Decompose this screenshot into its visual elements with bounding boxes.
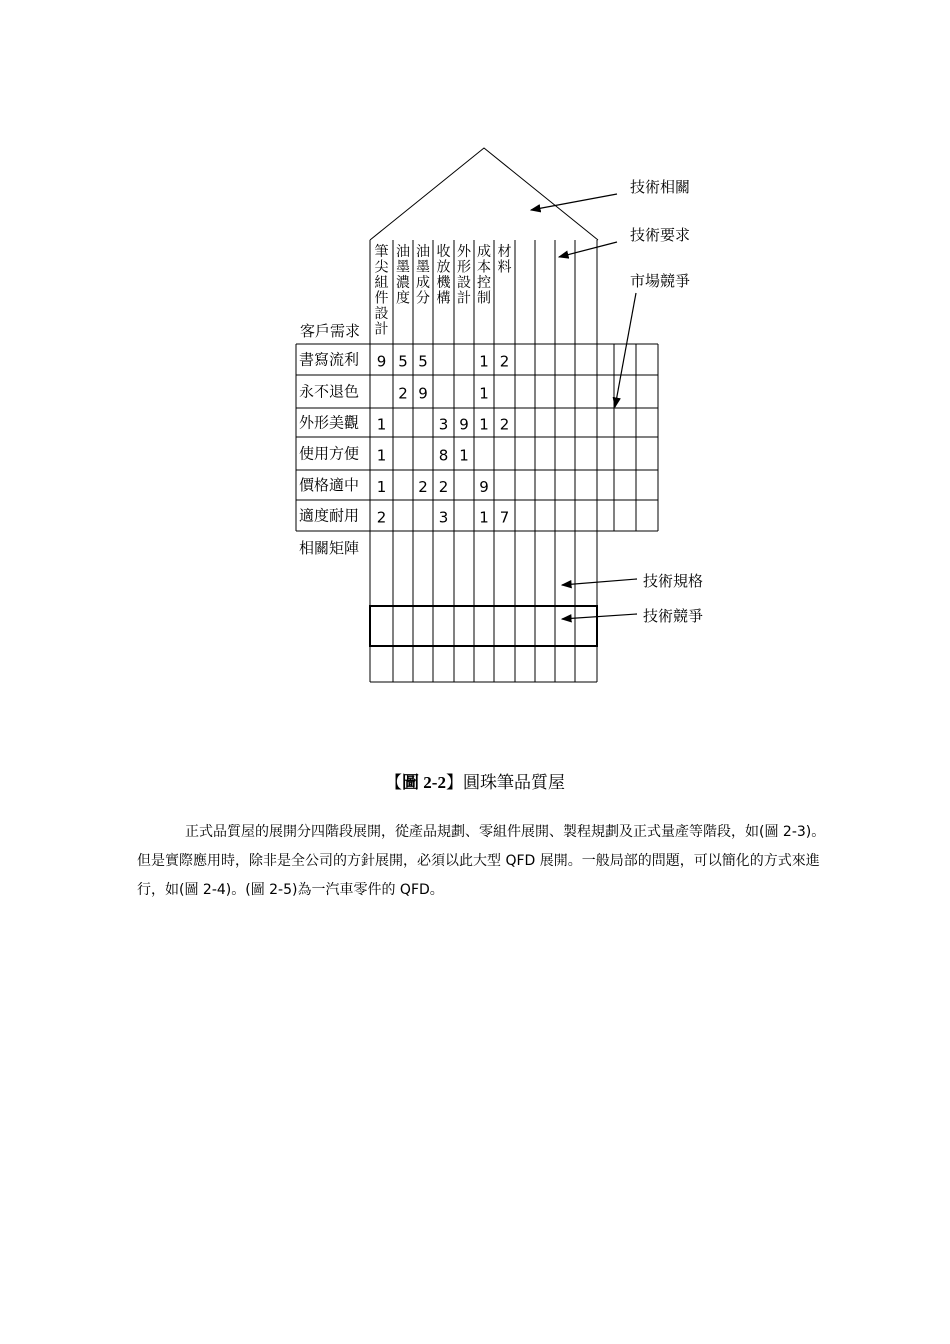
relation-score: 1: [459, 446, 469, 465]
relation-score: 9: [376, 352, 387, 371]
arrow-technical-specs: [562, 579, 637, 585]
relation-score: 3: [438, 415, 449, 434]
column-header-char: 料: [497, 259, 512, 276]
arrow-technical-competition: [562, 614, 637, 619]
technical-competition-box: [370, 606, 597, 646]
relation-score: 9: [459, 415, 469, 434]
body-paragraph: [137, 818, 827, 905]
label-market-competition: 市場競爭: [630, 272, 691, 290]
label-technical-specs: 技術規格: [643, 572, 704, 590]
relation-score: 7: [499, 508, 510, 527]
column-header-char: 收: [436, 244, 451, 260]
column-header-char: 設: [374, 306, 389, 322]
column-header-char: 本: [477, 259, 491, 276]
arrow-market-competition: [615, 293, 636, 407]
relation-score: 1: [479, 415, 489, 434]
column-header-char: 度: [396, 290, 410, 307]
relation-score: 9: [418, 384, 428, 403]
caption-bracket-open: 【: [385, 773, 403, 793]
column-header-char: 成: [416, 275, 430, 291]
relation-score: 1: [479, 384, 489, 403]
column-header-char: 材: [497, 244, 512, 260]
label-customer-needs: 客戶需求: [300, 322, 361, 340]
column-header-char: 成: [477, 244, 491, 260]
customer-need-label: 價格適中: [299, 476, 360, 494]
relation-score: 2: [438, 478, 449, 496]
relation-score: 9: [479, 478, 489, 496]
column-header-char: 油: [416, 244, 430, 260]
column-header-char: 尖: [374, 259, 389, 276]
relation-score: 1: [479, 508, 489, 527]
arrow-technical-requirements: [559, 242, 617, 257]
column-header-char: 計: [457, 290, 471, 307]
relation-score: 2: [418, 478, 428, 496]
label-technical-requirements: 技術要求: [630, 226, 691, 244]
column-header-char: 墨: [396, 259, 410, 276]
column-header-char: 分: [416, 290, 430, 307]
caption-figure-number: 圖 2-2: [402, 773, 446, 792]
relation-score: 2: [398, 384, 408, 403]
customer-need-label: 適度耐用: [299, 506, 360, 525]
caption-bracket-close: 】: [445, 773, 463, 793]
body-paragraph-text: 正式品質屋的展開分四階段展開，從產品規劃、零組件展開、製程規劃及正式量產等階段，如(圖 2-3)。但是實際應用時，除非是全公司的方針展開，必須以此大型 QFD 展開。一般局部的問題，可以簡化的方式來進行，如(圖 2-4)。(圖 2-5)為一汽車零件的 QFD。: [137, 824, 826, 898]
relation-score: 1: [479, 352, 489, 371]
column-header-char: 筆: [374, 244, 389, 260]
customer-need-label: 使用方便: [299, 444, 360, 463]
label-technical-correlation: 技術相關: [630, 178, 691, 196]
column-header-char: 計: [374, 321, 389, 338]
relation-score: 2: [499, 415, 510, 434]
column-header-char: 油: [396, 244, 410, 260]
relation-score: 2: [376, 508, 387, 527]
customer-need-label: 外形美觀: [299, 413, 360, 432]
customer-need-label: 永不退色: [299, 382, 360, 401]
column-header-char: 墨: [416, 259, 430, 276]
relation-score: 8: [438, 446, 449, 465]
relation-score: 1: [376, 446, 387, 465]
column-header-char: 形: [457, 259, 471, 276]
relation-score: 5: [418, 352, 428, 371]
relation-score: 5: [398, 352, 408, 371]
figure-caption: [0, 768, 950, 793]
column-header-char: 外: [457, 244, 471, 260]
relation-score: 1: [376, 415, 387, 434]
relation-score: 3: [438, 508, 449, 527]
relation-score: 2: [499, 352, 510, 371]
column-header-char: 設: [457, 275, 471, 291]
column-header-char: 控: [477, 275, 491, 291]
column-header-char: 放: [436, 259, 451, 276]
roof-outline: [370, 148, 598, 240]
relation-score: 1: [376, 478, 387, 496]
column-header-char: 機: [436, 275, 451, 291]
technical-requirement-headers: [375, 243, 512, 338]
column-header-char: 濃: [396, 275, 410, 291]
label-technical-competition: 技術競爭: [643, 607, 704, 625]
column-header-char: 組: [374, 275, 389, 291]
customer-need-label: 書寫流利: [299, 350, 360, 369]
caption-title: 圓珠筆品質屋: [462, 773, 565, 793]
column-header-char: 構: [436, 290, 451, 307]
label-relation-matrix: 相關矩陣: [299, 539, 360, 557]
column-header-char: 制: [477, 290, 491, 307]
column-header-char: 件: [374, 290, 389, 307]
